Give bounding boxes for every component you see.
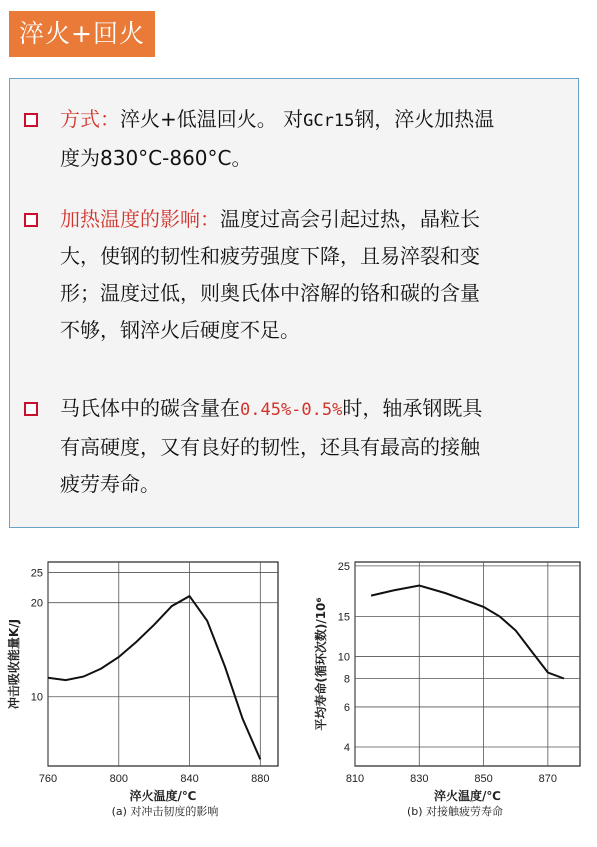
bullet-text-line: 大，使钢的韧性和疲劳强度下降，且易淬裂和变	[60, 244, 480, 268]
y-tick-label: 25	[337, 560, 350, 573]
bullet-text: 时，轴承钢既具	[342, 396, 483, 420]
chart-caption: (a) 对冲击韧度的影响	[111, 805, 219, 818]
square-bullet-icon	[24, 213, 38, 227]
carbon-range: 0.45%-0.5%	[240, 400, 343, 420]
section-title: 淬火+回火	[9, 11, 155, 57]
y-tick-label: 6	[343, 701, 350, 714]
charts-area	[0, 540, 597, 840]
square-bullet-icon	[24, 113, 38, 127]
plot-frame	[355, 562, 580, 766]
chart-impact-toughness	[6, 562, 278, 818]
bullet-carbon-content	[24, 390, 564, 503]
bullet-text-line: 疲劳寿命。	[60, 472, 160, 496]
y-axis-label: 冲击吸收能量K/J	[7, 618, 21, 710]
y-tick-label: 10	[337, 651, 350, 664]
x-tick-label: 810	[345, 773, 365, 785]
y-tick-label: 10	[30, 691, 43, 704]
bullet-text: 温度过高会引起过热，晶粒长	[220, 207, 480, 231]
y-tick-label: 4	[343, 741, 350, 754]
bullet-label: 加热温度的影响：	[60, 207, 220, 231]
content-box	[9, 78, 579, 528]
bullet-method	[24, 101, 564, 177]
chart-fatigue-life	[313, 561, 580, 818]
steel-grade: GCr15	[303, 111, 355, 131]
x-tick-label: 800	[109, 773, 128, 785]
x-tick-label: 850	[474, 773, 493, 785]
y-tick-label: 8	[343, 673, 350, 686]
y-tick-label: 25	[30, 567, 43, 580]
bullet-text-line: 度为830°C-860°C。	[60, 146, 252, 170]
y-tick-label: 15	[337, 611, 350, 624]
y-tick-label: 20	[30, 597, 43, 610]
x-axis-label: 淬火温度/℃	[129, 789, 197, 803]
square-bullet-icon	[24, 402, 38, 416]
bullet-temperature-effect	[24, 201, 564, 349]
bullet-text: 淬火+低温回火。 对	[120, 107, 304, 131]
bullet-label: 方式：	[60, 107, 120, 131]
y-axis-label: 平均寿命(循环次数)/10⁶	[314, 597, 328, 731]
x-tick-label: 870	[538, 773, 558, 785]
bullet-text: 马氏体中的碳含量在	[60, 396, 240, 420]
bullet-text: 钢，淬火加热温	[354, 107, 495, 131]
bullet-text-line: 不够，钢淬火后硬度不足。	[60, 318, 300, 342]
x-tick-label: 830	[410, 773, 429, 785]
x-tick-label: 840	[180, 773, 199, 785]
x-tick-label: 760	[38, 773, 58, 785]
bullet-text-line: 形；温度过低，则奥氏体中溶解的铬和碳的含量	[60, 281, 480, 305]
plot-frame	[48, 562, 278, 766]
x-axis-label: 淬火温度/℃	[434, 789, 501, 803]
bullet-text-line: 有高硬度，又有良好的韧性，还具有最高的接触	[60, 435, 480, 459]
chart-caption: (b) 对接触疲劳寿命	[406, 805, 504, 818]
x-tick-label: 880	[251, 773, 270, 785]
